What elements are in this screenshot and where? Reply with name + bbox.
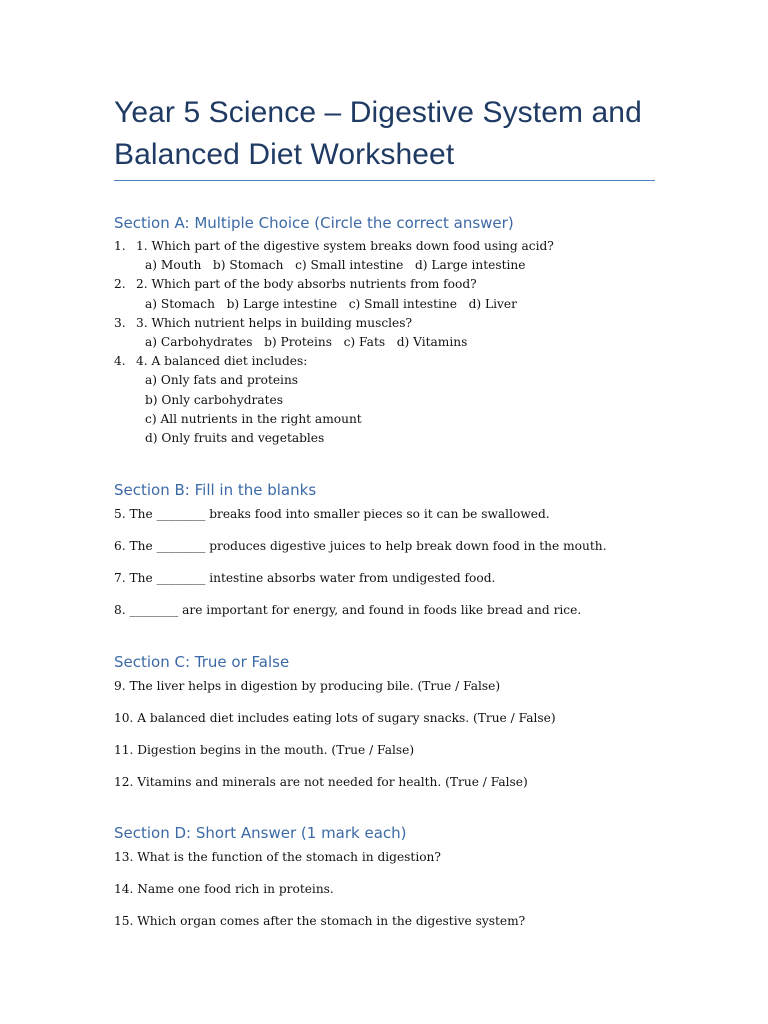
true-false-question-10: 10. A balanced diet includes eating lots of sugary snacks. (True / False) <box>114 711 556 725</box>
fill-blank-question-7: 7. The ________ intestine absorbs water from undigested food. <box>114 571 496 585</box>
true-false-question-11: 11. Digestion begins in the mouth. (True / False) <box>114 743 415 757</box>
option-line: c) All nutrients in the right amount <box>145 411 362 426</box>
option-line: a) Mouth b) Stomach c) Small intestine d) Large intestine <box>145 258 526 273</box>
question-text: 2. Which part of the body absorbs nutrients from food? <box>136 277 477 292</box>
option-line: a) Stomach b) Large intestine c) Small intestine d) Liver <box>145 296 517 311</box>
short-answer-question-14: 14. Name one food rich in proteins. <box>114 882 334 896</box>
option-line: b) Only carbohydrates <box>145 392 283 407</box>
fill-blank-question-5: 5. The ________ breaks food into smaller pieces so it can be swallowed. <box>114 507 550 521</box>
fill-blank-question-6: 6. The ________ produces digestive juices to help break down food in the mouth. <box>114 539 607 553</box>
short-answer-question-15: 15. Which organ comes after the stomach in the digestive system? <box>114 914 526 928</box>
question-text: 1. Which part of the digestive system breaks down food using acid? <box>136 239 554 253</box>
section-d-heading: Section D: Short Answer (1 mark each) <box>114 824 407 842</box>
list-number: 1. <box>114 239 126 253</box>
option-line: a) Carbohydrates b) Proteins c) Fats d) Vitamins <box>145 334 468 349</box>
true-false-question-9: 9. The liver helps in digestion by producing bile. (True / False) <box>114 679 501 693</box>
fill-blank-question-8: 8. ________ are important for energy, and found in foods like bread and rice. <box>114 603 582 617</box>
title-divider <box>114 180 655 181</box>
option-line: a) Only fats and proteins <box>145 373 299 388</box>
short-answer-question-13: 13. What is the function of the stomach in digestion? <box>114 850 441 864</box>
option-line: d) Only fruits and vegetables <box>145 430 325 445</box>
section-b-heading: Section B: Fill in the blanks <box>114 481 317 499</box>
true-false-question-12: 12. Vitamins and minerals are not needed for health. (True / False) <box>114 775 528 789</box>
question-text: 4. A balanced diet includes: <box>136 354 308 369</box>
list-number: 4. <box>114 354 126 369</box>
list-number: 3. <box>114 315 126 330</box>
section-a-heading: Section A: Multiple Choice (Circle the correct answer) <box>114 214 514 232</box>
page-title: Year 5 Science – Digestive System and Balanced Diet Worksheet <box>114 96 642 171</box>
list-number: 2. <box>114 277 126 292</box>
section-c-heading: Section C: True or False <box>114 653 290 671</box>
question-text: 3. Which nutrient helps in building muscles? <box>136 315 413 330</box>
